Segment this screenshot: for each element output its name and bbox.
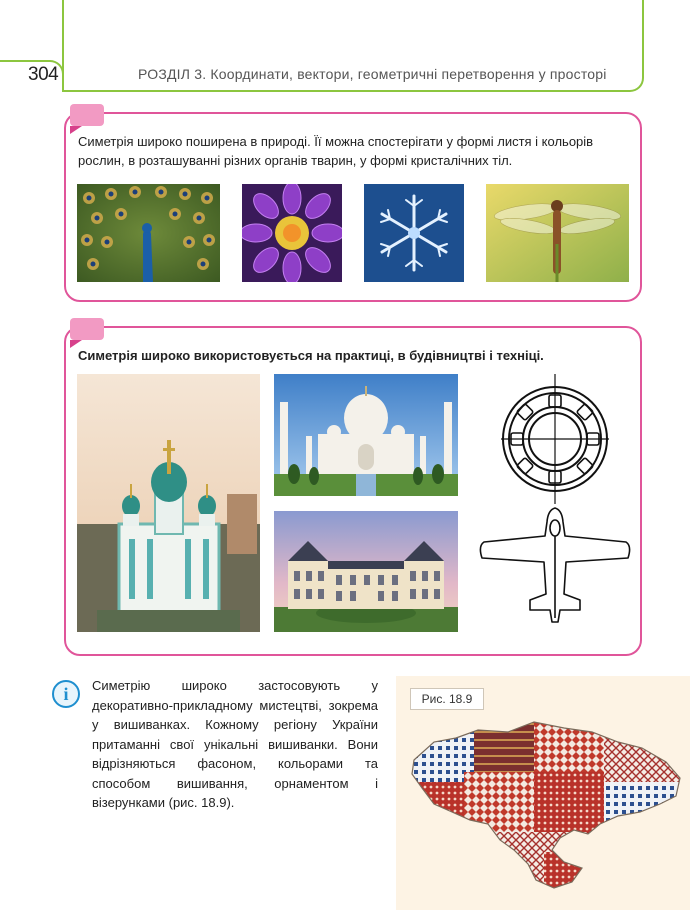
snowflake-photo: [364, 184, 464, 282]
peacock-photo: [77, 184, 220, 282]
figure-label: Рис. 18.9: [410, 688, 484, 710]
nature-box-tab: [70, 104, 104, 126]
page-number: 304: [28, 64, 59, 85]
info-icon: i: [52, 680, 80, 708]
dragonfly-photo: [486, 184, 629, 282]
airplane-drawing: [476, 506, 634, 626]
ukraine-embroidery-map: [404, 712, 688, 902]
practice-box-text: Симетрія широко використовується на практиці, в будівництві і техніці.: [78, 348, 544, 363]
flower-photo: [242, 184, 342, 282]
embroidery-info-text: Симетрію широко застосовують у декоративно-прикладному мистецтві, зокрема у вишиванках. Кожному регіону України притаманні свої унікальні вишиванки. Вони відрізняються фасоном, кольорами та способом вишивання, орнаментом і візерунками (рис. 18.9).: [92, 678, 378, 810]
bearing-drawing: [496, 374, 614, 504]
cathedral-photo: [77, 374, 260, 632]
palace-photo: [274, 511, 458, 632]
taj-mahal-photo: [274, 374, 458, 496]
practice-box-tab: [70, 318, 104, 340]
nature-box-text: Симетрія широко поширена в природі. Її можна спостерігати у формі листя і кольорів рослин, в розташуванні різних органів тварин, у формі кристалічних тіл.: [78, 134, 594, 168]
chapter-title: РОЗДІЛ 3. Координати, вектори, геометричні перетворення у просторі: [138, 66, 607, 82]
